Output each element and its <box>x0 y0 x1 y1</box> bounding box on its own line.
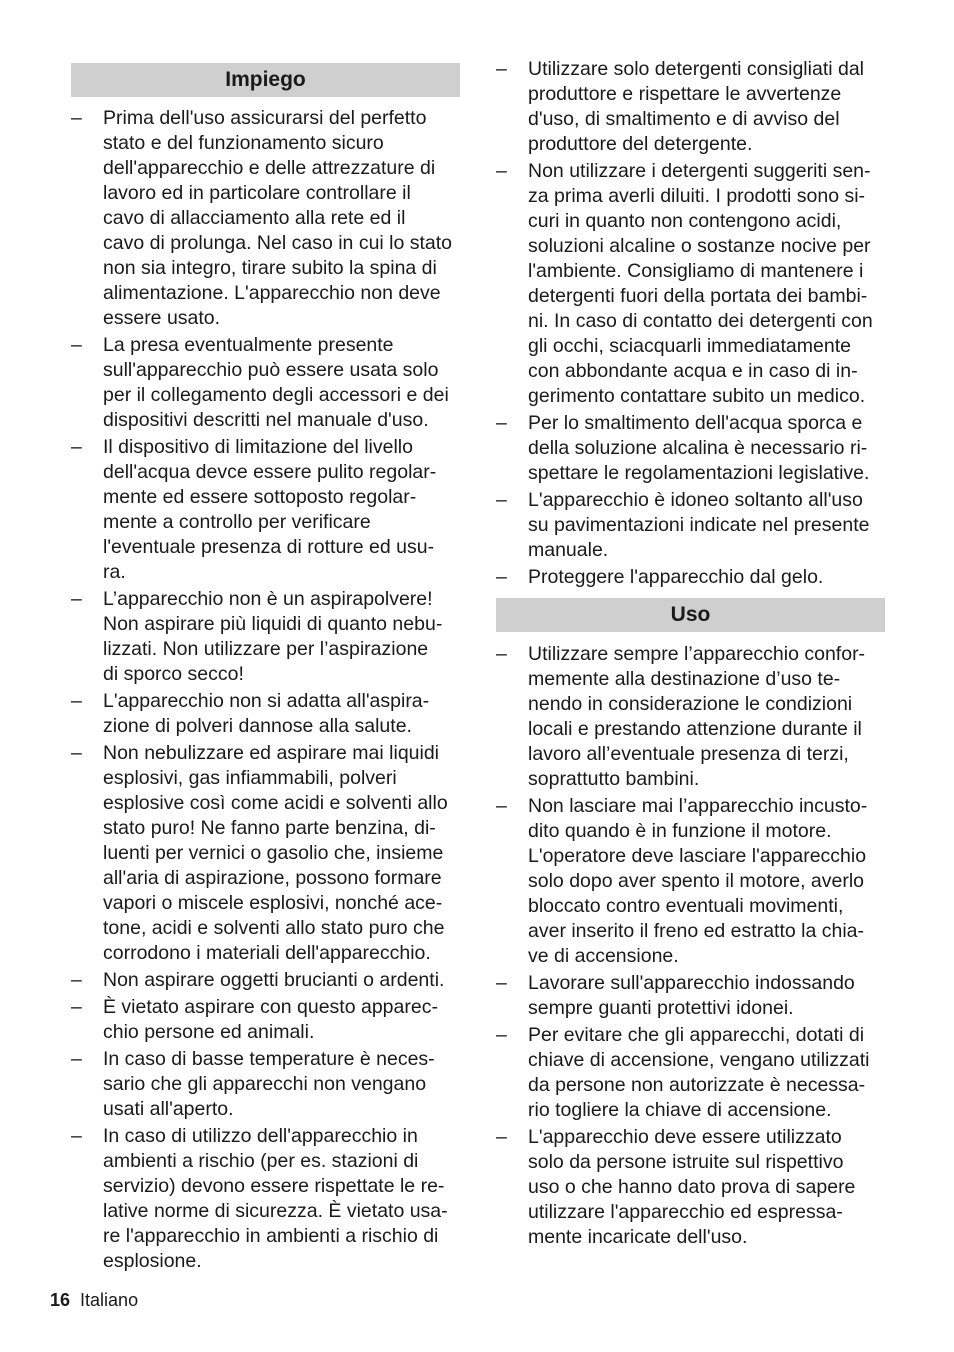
bullet-dash: – <box>71 742 82 764</box>
bullet-dash: – <box>496 412 507 434</box>
bullet-dash: – <box>71 334 82 356</box>
bullet-dash: – <box>496 489 507 511</box>
bullet-dash: – <box>71 1048 82 1070</box>
left-column <box>71 57 460 1276</box>
bullet-dash: – <box>71 588 82 610</box>
bullet-dash: – <box>496 972 507 994</box>
list-item: – In caso di utilizzo dell'apparecchio in ambienti a rischio (per es. stazioni di servizio) devono essere rispettate le re- lative norme di sicurezza. È vietato usa- re l'apparecchio in ambienti a rischio di esplosione. <box>71 1125 448 1272</box>
list-item: – Lavorare sull'apparecchio indossando sempre guanti protettivi idonei. <box>496 972 855 1019</box>
list-item: – Per lo smaltimento dell'acqua sporca e della soluzione alcalina è necessario ri- spettare le regolamentazioni legislative. <box>496 412 870 484</box>
section-heading-uso: Uso <box>496 598 885 632</box>
uso-list <box>496 642 885 1250</box>
section-heading-impiego: Impiego <box>71 63 460 97</box>
bullet-dash: – <box>71 969 82 991</box>
right-column <box>496 57 885 1252</box>
list-item: – L'apparecchio è idoneo soltanto all'uso su pavimentazioni indicate nel presente manuale. <box>496 489 870 561</box>
list-item: – È vietato aspirare con questo apparec- chio persone ed animali. <box>71 996 438 1043</box>
bullet-dash: – <box>71 107 82 129</box>
list-item: – Non lasciare mai l’apparecchio incusto- dito quando è in funzione il motore. L'operatore deve lasciare l'apparecchio solo dopo aver spento il motore, averlo bloccato contro eventuali movimenti, aver inserito il freno ed estratto la chia- ve di accensione. <box>496 795 868 967</box>
list-item: – In caso di basse temperature è neces- sario che gli apparecchi non vengano usati all'aperto. <box>71 1048 435 1120</box>
bullet-dash: – <box>496 1126 507 1148</box>
list-item: – Utilizzare sempre l’apparecchio confor- memente alla destinazione d’uso te- nendo in considerazione le condizioni locali e prestando attenzione durante il lavoro all’eventuale presenza di terzi, soprattutto bambini. <box>496 643 866 790</box>
page-footer <box>50 1288 138 1312</box>
bullet-dash: – <box>496 58 507 80</box>
list-item: – Non nebulizzare ed aspirare mai liquidi esplosivi, gas infiammabili, polveri esplosive così come acidi e solventi allo stato puro! Ne fanno parte benzina, di- luenti per vernici o gasolio che, insieme all'aria di aspirazione, possono formare vapori o miscele esplosivi, nonché ace- tone, acidi e solventi allo stato puro che corrodono i materiali dell'apparecchio. <box>71 742 448 964</box>
list-item: – Utilizzare solo detergenti consigliati dal produttore e rispettare le avvertenze d'uso, di smaltimento e di avviso del produttore del detergente. <box>496 58 865 155</box>
language-label: Italiano <box>80 1290 139 1310</box>
impiego-list <box>71 106 460 1274</box>
list-item: – Non utilizzare i detergenti suggeriti sen- za prima averli diluiti. I prodotti sono si- curi in quanto non contengono acidi, soluzioni alcaline o sostanze nocive per l'ambiente. Consigliamo di mantenere i detergenti fuori della portata dei bambi- ni. In caso di contatto dei detergenti con gli occhi, sciacquarli immediatamente con abbondante acqua e in caso di in- gerimento contattare subito un medico. <box>496 160 873 407</box>
list-item: – Per evitare che gli apparecchi, dotati di chiave di accensione, vengano utilizzati da persone non autorizzate è necessa- rio togliere la chiave di accensione. <box>496 1024 870 1121</box>
bullet-dash: – <box>71 996 82 1018</box>
list-item: – Non aspirare oggetti brucianti o ardenti. <box>71 969 445 991</box>
bullet-dash: – <box>496 1024 507 1046</box>
bullet-dash: – <box>496 643 507 665</box>
bullet-dash: – <box>496 795 507 817</box>
list-item: – La presa eventualmente presente sull'apparecchio può essere usata solo per il collegamento degli accessori e dei dispositivi descritti nel manuale d'uso. <box>71 334 449 431</box>
bullet-dash: – <box>71 436 82 458</box>
page-number: 16 <box>50 1290 71 1310</box>
bullet-dash: – <box>71 690 82 712</box>
list-item: – L'apparecchio non si adatta all'aspira- zione di polveri dannose alla salute. <box>71 690 430 737</box>
list-item: – L'apparecchio deve essere utilizzato solo da persone istruite sul rispettivo uso o che hanno dato prova di sapere utilizzare l'apparecchio ed espressa- mente incaricate dell'uso. <box>496 1126 856 1248</box>
list-item: – L’apparecchio non è un aspirapolvere! Non aspirare più liquidi di quanto nebu- lizzati. Non utilizzare per l’aspirazione di sporco secco! <box>71 588 443 685</box>
list-item: – Proteggere l'apparecchio dal gelo. <box>496 566 824 588</box>
impiego-list-continued <box>496 57 885 590</box>
list-item: – Prima dell'uso assicurarsi del perfetto stato e del funzionamento sicuro dell'apparecchio e delle attrezzature di lavoro ed in particolare controllare il cavo di allacciamento alla rete ed il cavo di prolunga. Nel caso in cui lo stato non sia integro, tirare subito la spina di alimentazione. L'apparecchio non deve essere usato. <box>71 107 453 329</box>
bullet-dash: – <box>496 160 507 182</box>
bullet-dash: – <box>496 566 507 588</box>
list-item: – Il dispositivo di limitazione del livello dell'acqua devce essere pulito regolar- mente ed essere sottoposto regolar- mente a controllo per verificare l'eventuale presenza di rotture ed usu- ra. <box>71 436 437 583</box>
bullet-dash: – <box>71 1125 82 1147</box>
